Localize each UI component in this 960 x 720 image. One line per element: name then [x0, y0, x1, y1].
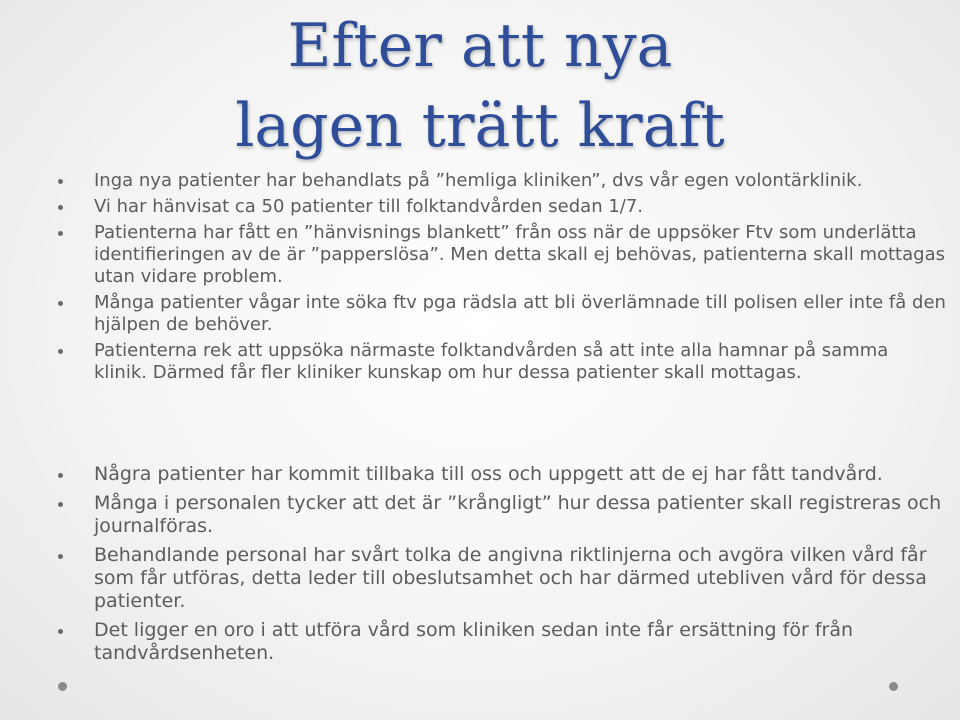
bullet-dot-icon	[58, 554, 63, 559]
bullet-list-2	[56, 463, 946, 671]
bullet-dot-icon	[58, 629, 63, 634]
bullet-text: Många patienter vågar inte söka ftv pga rädsla att bli överlämnade till polisen eller inte få den hjälpen de behöver.	[94, 292, 946, 335]
bullet-dot-icon	[58, 502, 63, 507]
title-line-2: lagen trätt kraft	[235, 91, 725, 161]
bullet-text: Det ligger en oro i att utföra vård som kliniken sedan inte får ersättning för från tandvårdsenheten.	[94, 619, 854, 664]
bullet-item	[56, 292, 946, 336]
bullet-item	[56, 170, 946, 192]
bullet-text: Några patienter har kommit tillbaka till oss och uppgett att de ej har fått tandvård.	[94, 463, 883, 485]
bullet-list-1	[56, 170, 946, 388]
bullet-item	[56, 492, 946, 538]
bullet-dot-icon	[58, 179, 63, 184]
bullet-dot-icon	[58, 349, 63, 354]
slide-title	[0, 6, 960, 166]
corner-dot-right-icon	[889, 682, 898, 691]
bullet-item	[56, 619, 946, 665]
bullet-item	[56, 222, 946, 288]
bullet-text: Inga nya patienter har behandlats på ”hemliga kliniken”, dvs vår egen volontärklinik.	[94, 170, 863, 191]
bullet-dot-icon	[58, 205, 63, 210]
bullet-dot-icon	[58, 473, 63, 478]
bullet-item	[56, 196, 946, 218]
bullet-text: Behandlande personal har svårt tolka de angivna riktlinjerna och avgöra vilken vård får som får utföras, detta leder till obeslutsamhet och har därmed utebliven vård för dessa patienter.	[94, 544, 927, 612]
bullet-item	[56, 340, 946, 384]
bullet-text: Många i personalen tycker att det är ”krångligt” hur dessa patienter skall registreras och journalföras.	[94, 492, 942, 537]
bullet-text: Patienterna rek att uppsöka närmaste folktandvården så att inte alla hamnar på samma klinik. Därmed får fler kliniker kunskap om hur dessa patienter skall mottagas.	[94, 340, 889, 383]
title-line-1: Efter att nya	[287, 11, 673, 81]
bullet-text: Vi har hänvisat ca 50 patienter till folktandvården sedan 1/7.	[94, 196, 644, 217]
bullet-text: Patienterna har fått en ”hänvisnings blankett” från oss när de uppsöker Ftv som underlätta identifieringen av de är ”papperslösa”. Men detta skall ej behövas, patienterna skall mottagas utan vidare problem.	[94, 222, 945, 287]
bullet-item	[56, 544, 946, 613]
bullet-dot-icon	[58, 231, 63, 236]
bullet-item	[56, 463, 946, 486]
bullet-dot-icon	[58, 301, 63, 306]
corner-dot-left-icon	[58, 682, 67, 691]
